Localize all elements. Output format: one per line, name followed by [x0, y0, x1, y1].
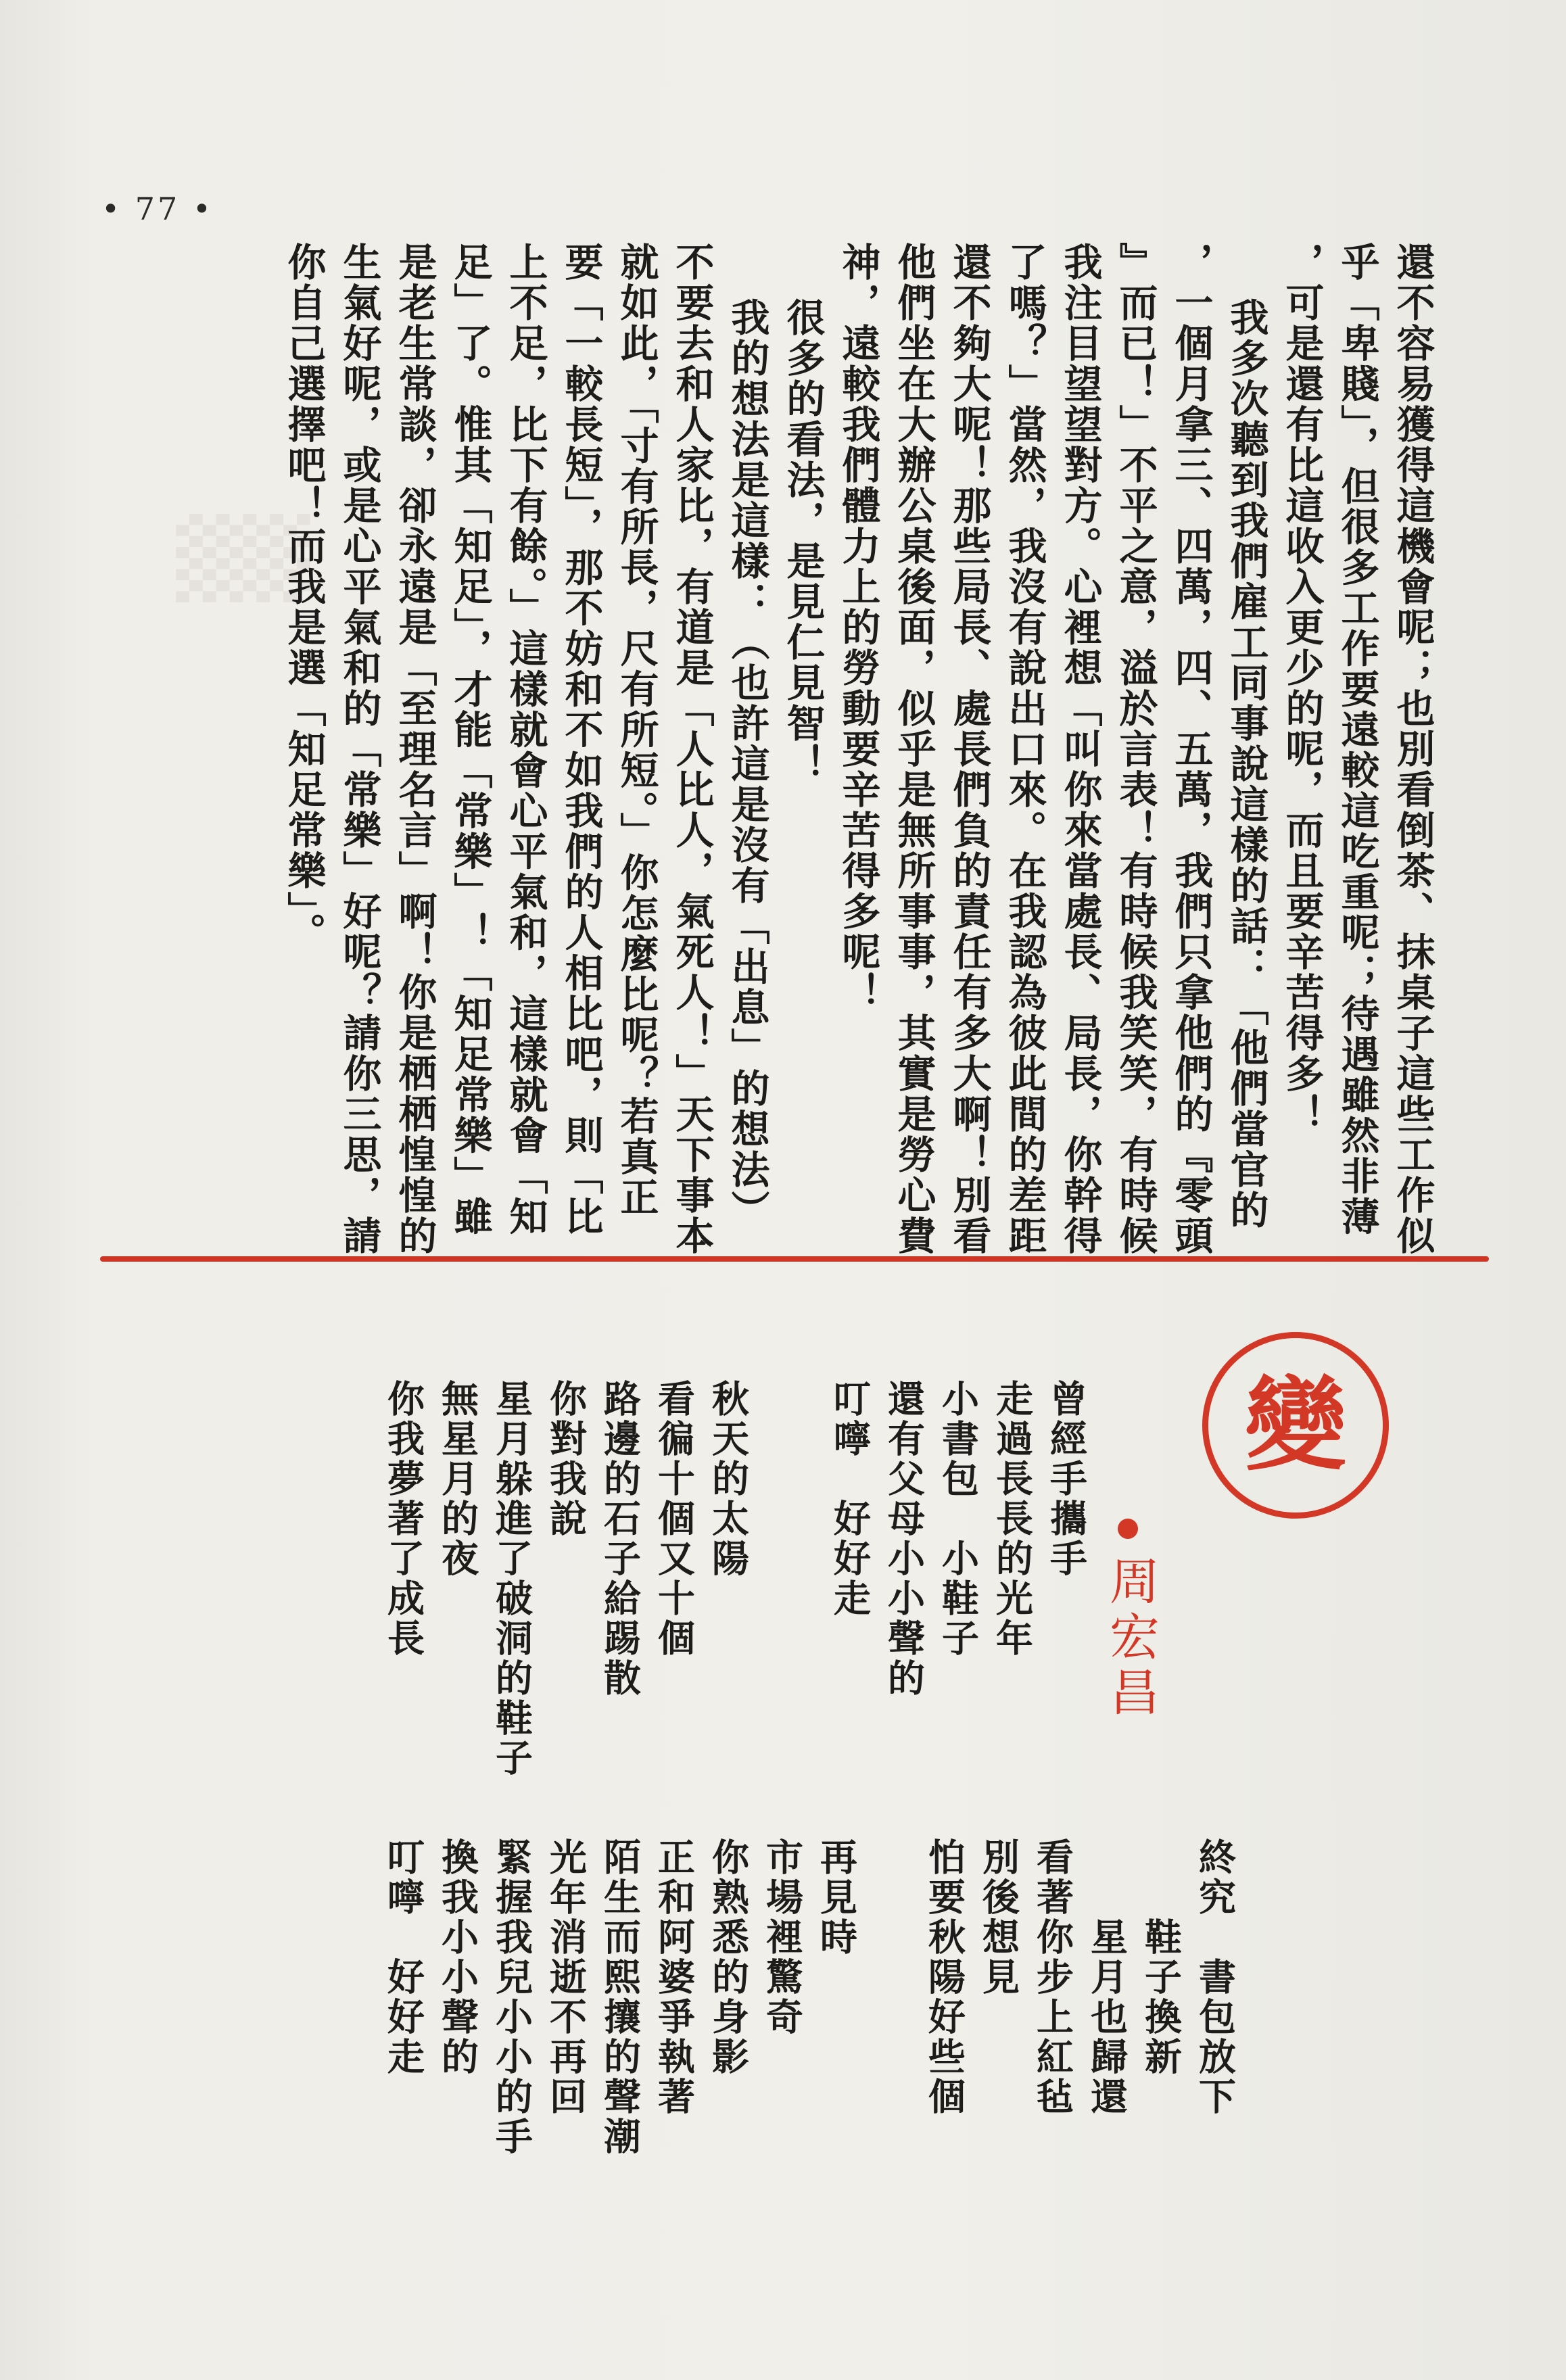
poem-line: 小書包 小鞋子 — [936, 1379, 980, 1659]
prose-column: 還不容易獲得這機會呢；也別看倒茶、抹桌子這些工作似 — [1390, 242, 1436, 1256]
poem-line: 怕要秋陽好些個 — [922, 1838, 966, 2117]
prose-column: 生氣好呢，或是心平氣和的「常樂」好呢？請你三思，請 — [337, 242, 382, 1256]
poem-line: 鞋子換新 — [1139, 1838, 1183, 2077]
poem-line: 叮嚀 好好走 — [381, 1838, 425, 2077]
page-number: • 77 • — [101, 191, 214, 227]
prose-column: 了嗎？」當然，我沒有說出口來。在我認為彼此間的差距 — [1002, 242, 1047, 1256]
prose-column: ，可是還有比這收入更少的呢，而且要辛苦得多！ — [1279, 242, 1325, 1135]
poem-line: 星月也歸還 — [1085, 1838, 1129, 2117]
poem-line: 看著你步上紅毡 — [1030, 1838, 1074, 2117]
prose-column: 我的想法是這樣：（也許這是沒有「出息」的想法） — [725, 298, 770, 1231]
poem-author: 周宏昌 — [1101, 1555, 1160, 1721]
prose-column: 是老生常談，卻永遠是「至理名言」啊！你是栖栖惶惶的 — [392, 242, 437, 1256]
poem-line: 曾經手攜手 — [1044, 1379, 1088, 1579]
poem-line: 你對我說 — [544, 1379, 588, 1539]
poem-line: 正和阿婆爭執著 — [652, 1838, 696, 2117]
poem-line: 陌生而熙攘的聲潮 — [598, 1838, 642, 2157]
poem-line: 走過長長的光年 — [990, 1379, 1034, 1659]
prose-column: 神，遠較我們體力上的勞動要辛苦得多呢！ — [836, 242, 881, 1013]
prose-column: 上不足，比下有餘。」這樣就會心平氣和，這樣就會「知 — [503, 242, 548, 1237]
prose-column: 很多的看法，是見仁見智！ — [780, 298, 826, 784]
prose-column: 』而已！」不平之意，溢於言表！有時候我笑笑，有時候 — [1113, 242, 1158, 1256]
prose-column: 他們坐在大辦公桌後面，似乎是無所事事，其實是勞心費 — [891, 242, 936, 1256]
poem-title: 變 — [1244, 1366, 1346, 1485]
poem-line: 你我夢著了成長 — [381, 1379, 425, 1659]
poem-line: 叮嚀 好好走 — [828, 1379, 872, 1619]
poem-line: 終究 書包放下 — [1193, 1838, 1237, 2117]
poem-title-seal — [1202, 1332, 1389, 1519]
prose-column: ，一個月拿三、四萬，四、五萬，我們只拿他們的『零頭 — [1168, 242, 1214, 1256]
poem-line: 你熟悉的身影 — [706, 1838, 750, 2077]
prose-column: 要「一較長短」，那不妨和不如我們的人相比吧，則「比 — [559, 242, 604, 1237]
show-through-marks: ▒ — [176, 514, 311, 602]
poem-line: 光年消逝不再回 — [544, 1838, 588, 2117]
prose-column: 就如此，「寸有所長，尺有所短。」你怎麼比呢？若真正 — [614, 242, 659, 1218]
poem-line: 換我小小聲的 — [435, 1838, 479, 2077]
poem-line: 還有父母小小聲的 — [882, 1379, 926, 1698]
prose-column: 不要去和人家比，有道是「人比人，氣死人！」天下事本 — [669, 242, 715, 1256]
prose-column: 足」了。惟其「知足」，才能「常樂」！「知足常樂」雖 — [448, 242, 493, 1237]
poem-line: 星月躲進了破洞的鞋子 — [490, 1379, 533, 1778]
poem-line: 別後想見 — [976, 1838, 1020, 1997]
prose-column: 我注目望望對方。心裡想「叫你來當處長、局長，你幹得 — [1058, 242, 1103, 1256]
prose-column: 我多次聽到我們雇工同事說這樣的話：「他們當官的 — [1224, 298, 1269, 1231]
prose-column: 還不夠大呢！那些局長、處長們負的責任有多大啊！別看 — [947, 242, 992, 1256]
prose-column: 乎「卑賤」，但很多工作要遠較這吃重呢；待遇雖然非薄 — [1335, 242, 1380, 1237]
poem-line: 市場裡驚奇 — [760, 1838, 804, 2037]
poem-line: 路邊的石子給踢散 — [598, 1379, 642, 1698]
red-divider — [100, 1256, 1489, 1262]
poem-line: 緊握我兒小小的手 — [490, 1838, 533, 2157]
poem-line: 看徧十個又十個 — [652, 1379, 696, 1659]
poem-line: 再見時 — [814, 1838, 858, 1957]
prose-column: 你自己選擇吧！而我是選「知足常樂」。 — [281, 242, 327, 953]
author-bullet-dot — [1118, 1519, 1138, 1539]
poem-line: 無星月的夜 — [435, 1379, 479, 1579]
poem-line: 秋天的太陽 — [706, 1379, 750, 1579]
